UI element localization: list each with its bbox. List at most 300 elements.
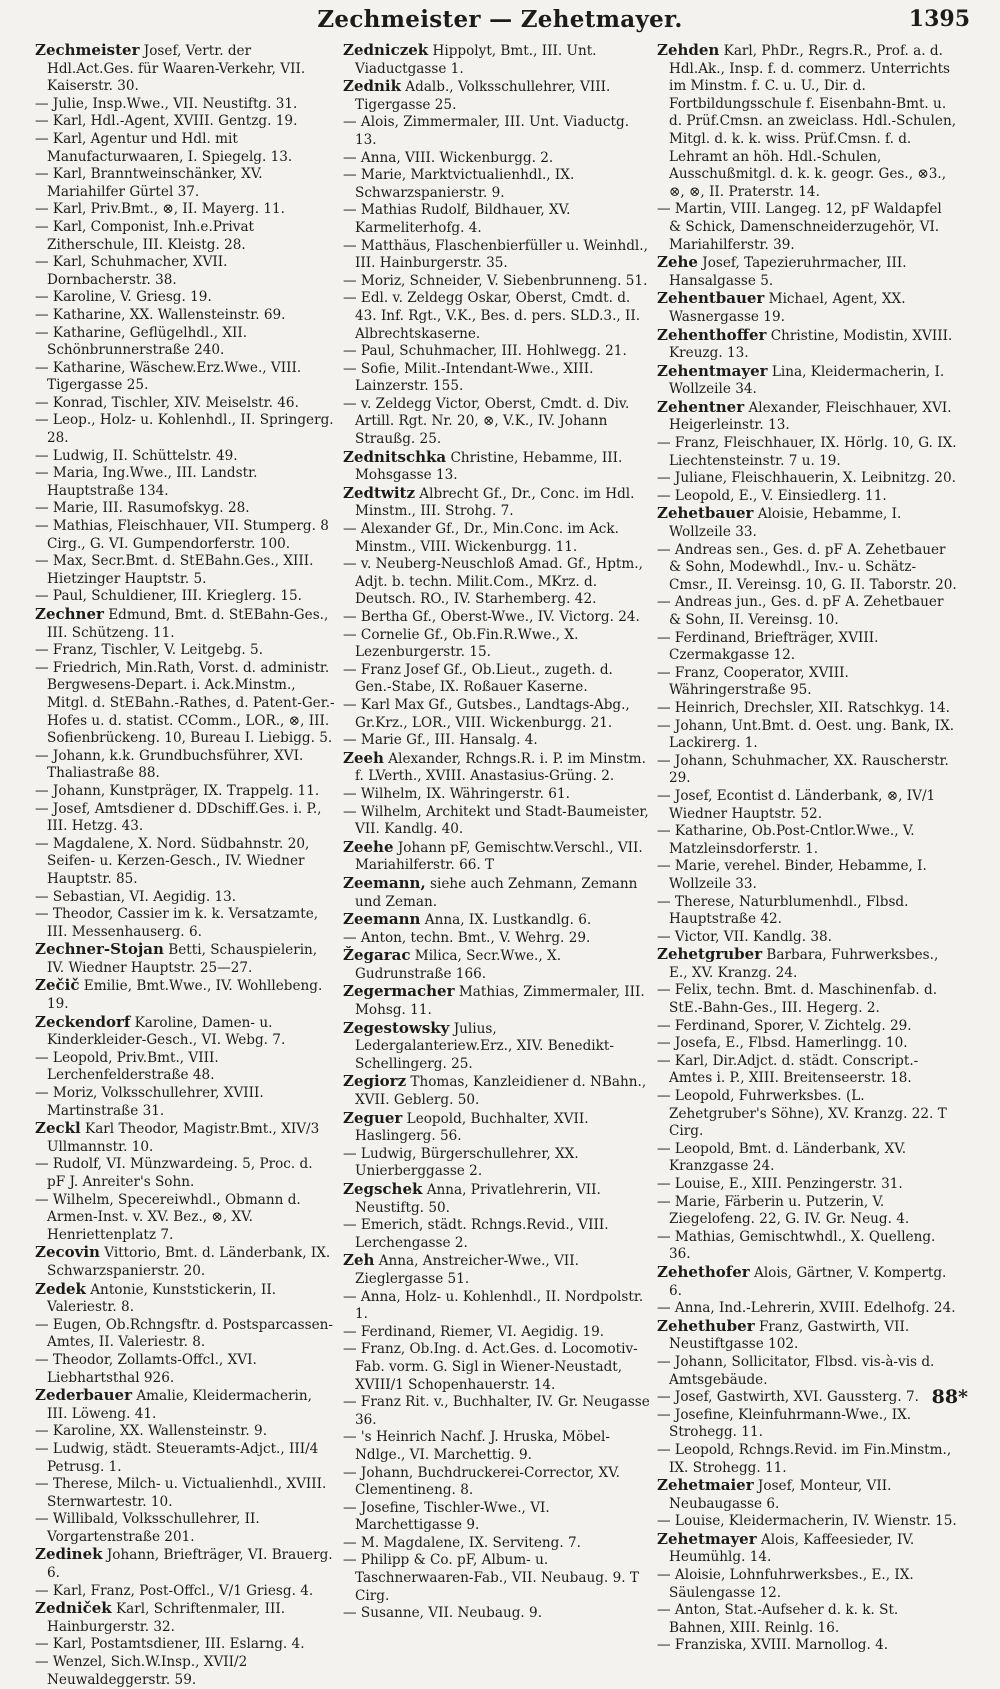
directory-entry xyxy=(35,42,335,96)
page-title: Zechmeister — Zehetmayer. xyxy=(317,6,683,33)
directory-entry xyxy=(35,1636,335,1654)
entry-text: — Friedrich, Min.Rath, Vorst. d. administr. Bergwesens-Depart. i. Ack.Minstm., Mitgl. d. StEBahn.-Rathes, d. Patent-Ger.-Hofes u. d. statist. CComm., LOR., ⊗, III. Sofienbrückeng. 10, Bureau I. Liebigg. 5. xyxy=(35,659,335,747)
entry-text: — Franziska, XVIII. Marnollog. 4. xyxy=(657,1637,889,1654)
entry-text: — Theodor, Cassier im k. k. Versatzamte, III. Messenhauserg. 6. xyxy=(35,906,319,940)
entry-text: — Karl, Branntweinschänker, XV. Mariahilfer Gürtel 37. xyxy=(35,166,263,200)
entry-surname: Zehe xyxy=(657,253,698,272)
entry-text: Antonie, Kunststickerin, II. Valeriestr. 8. xyxy=(47,1281,277,1316)
entry-text: — Franz, Ob.Ing. d. Act.Ges. d. Locomotiv-Fab. vorm. G. Sigl in Wiener-Neustadt, XVIII/1 Schopenhauerstr. 14. xyxy=(343,1341,638,1393)
entry-text: — Franz, Tischler, V. Leitgebg. 5. xyxy=(35,642,264,659)
directory-entry xyxy=(343,1465,653,1500)
directory-entry xyxy=(657,753,957,788)
directory-entry xyxy=(343,947,653,983)
directory-entry xyxy=(657,630,957,665)
directory-entry xyxy=(35,465,335,500)
directory-entry xyxy=(343,930,653,948)
entry-text: — Josef, Econtist d. Länderbank, ⊗, IV/1 Wiedner Hauptstr. 52. xyxy=(657,787,936,822)
directory-entry xyxy=(35,518,335,553)
entry-text: — Marie, Marktvictualienhdl., IX. Schwarzspanierstr. 9. xyxy=(343,167,575,201)
entry-text: — Susanne, VII. Neubaug. 9. xyxy=(343,1605,543,1622)
directory-entry xyxy=(343,1110,653,1146)
entry-text: Albrecht Gf., Dr., Conc. im Hdl. Minstm., III. Strohg. 7. xyxy=(355,485,635,520)
entry-text: — Anton, Stat.-Aufseher d. k. k. St. Bahnen, XIII. Reinlg. 16. xyxy=(657,1602,899,1636)
directory-entry xyxy=(657,1354,957,1389)
directory-entry xyxy=(343,1394,653,1429)
directory-entry xyxy=(343,202,653,237)
entry-text: — Theodor, Zollamts-Offcl., XVI. Liebhartsthal 926. xyxy=(35,1351,257,1386)
directory-entry xyxy=(35,1387,335,1423)
entry-text: — Leopold, Rchngs.Revid. im Fin.Minstm., IX. Strohegg. 11. xyxy=(657,1441,952,1476)
directory-entry xyxy=(657,982,957,1017)
directory-entry xyxy=(657,1088,957,1141)
directory-entry xyxy=(657,894,957,929)
directory-entry xyxy=(35,289,335,307)
directory-entry xyxy=(657,1194,957,1229)
directory-entry xyxy=(343,361,653,396)
directory-entry xyxy=(343,839,653,875)
entry-text: Mathias, Zimmermaler, III. Mohsg. 11. xyxy=(355,984,645,1019)
directory-entry xyxy=(35,977,335,1013)
entry-surname: Zehenthoffer xyxy=(657,325,767,344)
directory-entry xyxy=(35,1511,335,1546)
directory-entry xyxy=(35,395,335,413)
directory-entry xyxy=(343,1324,653,1342)
entry-text: — Felix, techn. Bmt. d. Maschinenfab. d. StE.-Bahn-Ges., III. Hegerg. 2. xyxy=(657,982,938,1017)
entry-text: — Therese, Naturblumenhdl., Flbsd. Hauptstraße 42. xyxy=(657,893,909,928)
directory-entry xyxy=(35,801,335,836)
directory-entry xyxy=(657,1035,957,1053)
directory-entry xyxy=(35,1014,335,1050)
directory-entry xyxy=(35,1476,335,1511)
entry-text: — Leopold, Bmt. d. Länderbank, XV. Kranzgasse 24. xyxy=(657,1140,907,1175)
entry-text: — Katharine, Ob.Post-Cntlor.Wwe., V. Matzleinsdorferstr. 1. xyxy=(657,823,915,857)
entry-surname: Žegarac xyxy=(343,946,411,965)
directory-entry xyxy=(35,131,335,166)
entry-surname: Zedinek xyxy=(35,1545,103,1564)
directory-entry xyxy=(657,1053,957,1088)
directory-entry xyxy=(657,1407,957,1442)
directory-entry xyxy=(657,201,957,254)
entry-text: — Sebastian, VI. Aegidig. 13. xyxy=(35,888,237,905)
entry-text: — Katharine, Wäschew.Erz.Wwe., VIII. Tigergasse 25. xyxy=(35,359,302,394)
entry-surname: Zederbauer xyxy=(35,1386,132,1405)
directory-entry xyxy=(35,588,335,606)
entry-text: Emilie, Bmt.Wwe., IV. Wohllebeng. 19. xyxy=(47,978,323,1013)
entry-surname: Zehden xyxy=(657,41,720,59)
entry-text: Franz, Gastwirth, VII. Neustiftgasse 102. xyxy=(669,1318,910,1353)
directory-entry xyxy=(35,1085,335,1120)
entry-text: — Magdalene, X. Nord. Südbahnstr. 20, Seifen- u. Kerzen-Gesch., IV. Wiedner Hauptstr. 85. xyxy=(35,835,310,887)
entry-text: — Ludwig, Bürgerschullehrer, XX. Unierberggasse 2. xyxy=(343,1145,579,1180)
entry-text: — Ferdinand, Sporer, V. Zichtelg. 29. xyxy=(657,1017,912,1034)
directory-entry xyxy=(35,642,335,660)
entry-text: Amalie, Kleidermacherin, III. Löweng. 41. xyxy=(47,1388,312,1422)
entry-surname: Zečič xyxy=(35,976,80,995)
entry-text: — Victor, VII. Kandlg. 38. xyxy=(657,928,832,945)
entry-text: — Johann, Schuhmacher, XX. Rauscherstr. 29. xyxy=(657,752,949,787)
entry-text: — Josefine, Tischler-Wwe., VI. Marchettigasse 9. xyxy=(343,1499,550,1534)
directory-entry xyxy=(35,836,335,889)
entry-surname: Zehentbauer xyxy=(657,289,765,308)
directory-entry xyxy=(657,929,957,947)
entry-text: — Anna, Holz- u. Kohlenhdl., II. Nordpolstr. 1. xyxy=(343,1288,644,1323)
entry-text: — Franz Rit. v., Buchhalter, IV. Gr. Neugasse 36. xyxy=(343,1394,650,1428)
entry-text: — Karl Max Gf., Gutsbes., Landtags-Abg., Gr.Krz., LOR., VIII. Wickenburgg. 21. xyxy=(343,696,630,731)
entry-surname: Zednik xyxy=(343,77,401,96)
entry-text: — Johann, Kunstpräger, IX. Trappelg. 11. xyxy=(35,782,320,799)
directory-entry xyxy=(35,1546,335,1582)
entry-text: — Ludwig, II. Schüttelstr. 49. xyxy=(35,447,238,464)
entry-surname: Zegiorz xyxy=(343,1072,407,1091)
entry-text: — Wenzel, Sich.W.Insp., XVII/2 Neuwaldeggerstr. 59. xyxy=(35,1654,248,1688)
entry-text: — Johann, Unt.Bmt. d. Oest. ung. Bank, IX. Lackirerg. 1. xyxy=(657,717,955,752)
entry-text: — Konrad, Tischler, XIV. Meiselstr. 46. xyxy=(35,394,299,411)
directory-entry xyxy=(657,1513,957,1531)
entry-surname: Zehetmaier xyxy=(657,1476,754,1495)
directory-entry xyxy=(657,1531,957,1567)
entry-text: Lina, Kleidermacherin, I. Wollzeile 34. xyxy=(669,363,945,398)
page-number: 1395 xyxy=(908,6,970,32)
directory-entry xyxy=(657,1229,957,1264)
directory-entry xyxy=(343,1535,653,1553)
directory-entry xyxy=(657,700,957,718)
entry-text: — Karl, Agentur und Hdl. mit Manufacturwaaren, I. Spiegelg. 13. xyxy=(35,130,293,165)
directory-entry xyxy=(343,1073,653,1109)
directory-entry xyxy=(657,290,957,326)
directory-entry xyxy=(343,662,653,697)
directory-entry xyxy=(657,470,957,488)
column-middle xyxy=(343,42,653,1623)
directory-entry xyxy=(35,1317,335,1352)
entry-text: — Johann, k.k. Grundbuchsführer, XVI. Thaliastraße 88. xyxy=(35,747,304,782)
directory-entry xyxy=(35,448,335,466)
directory-entry xyxy=(657,505,957,541)
entry-text: — Maria, Ing.Wwe., III. Landstr. Hauptstraße 134. xyxy=(35,465,258,499)
entry-surname: Zeguer xyxy=(343,1108,403,1127)
entry-text: — Anna, Ind.-Lehrerin, XVIII. Edelhofg. 24. xyxy=(657,1300,956,1317)
entry-surname: Zeckl xyxy=(35,1119,81,1138)
entry-text: — Wilhelm, Specereiwhdl., Obmann d. Armen-Inst. v. XV. Bez., ⊗, XV. Henriettenplatz 7. xyxy=(35,1191,301,1243)
entry-text: — Johann, Buchdruckerei-Corrector, XV. Clementineng. 8. xyxy=(343,1464,620,1499)
entry-text: — Mathias Rudolf, Bildhauer, XV. Karmeliterhofg. 4. xyxy=(343,202,571,236)
directory-entry xyxy=(343,1552,653,1605)
directory-entry xyxy=(657,594,957,629)
directory-entry xyxy=(343,697,653,732)
entry-text: Karoline, Damen- u. Kinderkleider-Gesch., VI. Webg. 7. xyxy=(47,1014,286,1049)
entry-text: — Karl, Dir.Adjct. d. städt. Conscript.-Amtes i. P., XIII. Breitenseerstr. 18. xyxy=(657,1052,919,1087)
entry-text: Anna, Anstreicher-Wwe., VII. Zieglergasse 51. xyxy=(355,1253,579,1287)
entry-text: Aloisie, Hebamme, I. Wollzeile 33. xyxy=(669,506,902,541)
directory-entry xyxy=(35,941,335,977)
directory-entry xyxy=(657,718,957,753)
entry-text: — Louise, Kleidermacherin, IV. Wienstr. 15. xyxy=(657,1513,957,1530)
directory-entry xyxy=(35,96,335,114)
directory-entry xyxy=(343,750,653,786)
entry-text: — Aloisie, Lohnfuhrwerksbes., E., IX. Säulengasse 12. xyxy=(657,1567,914,1601)
entry-text: — Cornelie Gf., Ob.Fin.R.Wwe., X. Lezenburgerstr. 15. xyxy=(343,626,579,661)
entry-text: — Andreas jun., Ges. d. pF A. Zehetbauer & Sohn, II. Vereinsg. 10. xyxy=(657,594,944,628)
directory-entry xyxy=(35,748,335,783)
entry-text: — Sofie, Milit.-Intendant-Wwe., XIII. Lainzerstr. 155. xyxy=(343,360,594,395)
entry-text: — Marie, III. Rasumofskyg. 28. xyxy=(35,500,250,517)
directory-entry xyxy=(35,219,335,254)
directory-entry xyxy=(343,1341,653,1394)
entry-text: — Josef, Gastwirth, XVI. Gaussterg. 7. xyxy=(657,1389,919,1406)
directory-entry xyxy=(343,786,653,804)
entry-text: — Franz, Cooperator, XVIII. Währingerstraße 95. xyxy=(657,664,849,699)
entry-text: — Louise, E., XIII. Penzingerstr. 31. xyxy=(657,1176,903,1192)
entry-surname: Zedniczek xyxy=(343,41,429,59)
entry-surname: Zechner-Stojan xyxy=(35,940,164,959)
directory-entry xyxy=(657,1567,957,1602)
directory-entry xyxy=(343,911,653,930)
directory-entry xyxy=(343,238,653,273)
directory-entry xyxy=(657,399,957,435)
directory-entry xyxy=(35,889,335,907)
directory-entry xyxy=(35,360,335,395)
entry-text: Anna, IX. Lustkandlg. 6. xyxy=(420,912,592,929)
entry-text: — Heinrich, Drechsler, XII. Ratschkyg. 14. xyxy=(657,699,950,716)
directory-entry xyxy=(35,1120,335,1156)
entry-text: — Katharine, Geflügelhdl., XII. Schönbrunnerstraße 240. xyxy=(35,324,248,359)
entry-text: — Juliane, Fleischhauerin, X. Leibnitzg. 20. xyxy=(657,470,956,487)
entry-surname: Zehentner xyxy=(657,397,745,416)
directory-entry xyxy=(657,858,957,893)
directory-entry xyxy=(343,1289,653,1324)
entry-text: Betti, Schauspielerin, IV. Wiedner Hauptstr. 25—27. xyxy=(47,942,318,976)
directory-entry xyxy=(343,1020,653,1074)
entry-text: Josef, Monteur, VII. Neubaugasse 6. xyxy=(669,1478,892,1512)
entry-surname: Zeemann, xyxy=(343,873,426,892)
entry-surname: Zehetgruber xyxy=(657,945,763,964)
entry-text: — Eugen, Ob.Rchngsftr. d. Postsparcassen-Amtes, II. Valeriestr. 8. xyxy=(35,1316,333,1351)
entry-text: — Leopold, E., V. Einsiedlerg. 11. xyxy=(657,487,887,504)
directory-entry xyxy=(657,1602,957,1637)
directory-entry xyxy=(343,1252,653,1288)
entry-surname: Zegschek xyxy=(343,1180,423,1198)
entry-text: Adalb., Volksschullehrer, VIII. Tigergasse 25. xyxy=(355,79,611,113)
entry-text: — Marie, Färberin u. Putzerin, V. Ziegelofeng. 22, G. IV. Gr. Neug. 4. xyxy=(657,1193,910,1228)
directory-entry xyxy=(657,1018,957,1036)
directory-entry xyxy=(343,1500,653,1535)
directory-entry xyxy=(343,521,653,556)
entry-surname: Zedtwitz xyxy=(343,483,415,502)
entry-text: Alexander, Fleischhauer, XVI. Heigerleinstr. 13. xyxy=(669,399,952,434)
entry-text: — Karl, Schuhmacher, XVII. Dornbacherstr. 38. xyxy=(35,254,228,288)
directory-entry xyxy=(343,1146,653,1181)
entry-text: — Mathias, Gemischtwhdl., X. Quelleng. 36. xyxy=(657,1228,936,1263)
entry-text: — Josef, Amtsdiener d. DDschiff.Ges. i. P., III. Hetzg. 43. xyxy=(35,800,322,835)
entry-text: — Josefine, Kleinfuhrmann-Wwe., IX. Strohegg. 11. xyxy=(657,1406,912,1441)
entry-text: Thomas, Kanzleidiener d. NBahn., XVII. Geblerg. 50. xyxy=(355,1074,647,1109)
entry-text: — Bertha Gf., Oberst-Wwe., IV. Victorg. 24. xyxy=(343,609,640,625)
entry-text: — Julie, Insp.Wwe., VII. Neustiftg. 31. xyxy=(35,95,298,112)
entry-text: — Alexander Gf., Dr., Min.Conc. im Ack. Minstm., VIII. Wickenburgg. 11. xyxy=(343,521,619,555)
entry-text: — Anton, techn. Bmt., V. Wehrg. 29. xyxy=(343,929,591,946)
entry-text: — Karl, Postamtsdiener, III. Eslarng. 4. xyxy=(35,1636,305,1653)
directory-entry xyxy=(343,732,653,750)
directory-entry xyxy=(343,167,653,202)
directory-entry xyxy=(35,1600,335,1636)
directory-entry xyxy=(657,1176,957,1194)
entry-text: Alois, Gärtner, V. Kompertg. 6. xyxy=(669,1264,947,1299)
entry-text: Karl Theodor, Magistr.Bmt., XIV/3 Ullmannstr. 10. xyxy=(47,1121,320,1155)
entry-text: — Moriz, Schneider, V. Siebenbrunneng. 51. xyxy=(343,272,648,289)
directory-entry xyxy=(657,254,957,290)
entry-text: — Karl, Franz, Post-Offcl., V/1 Griesg. 4. xyxy=(35,1582,314,1599)
directory-entry xyxy=(343,273,653,291)
directory-entry xyxy=(35,1423,335,1441)
entry-text: Anna, Privatlehrerin, VII. Neustiftg. 50. xyxy=(355,1182,601,1216)
entry-text: — 's Heinrich Nachf. J. Hruska, Möbel-Ndlge., VI. Marchettig. 9. xyxy=(343,1429,610,1463)
entry-text: Josef, Tapezieruhrmacher, III. Hansalgasse 5. xyxy=(669,255,907,289)
directory-entry xyxy=(35,307,335,325)
directory-entry xyxy=(343,396,653,449)
signature-mark: 88* xyxy=(931,1386,968,1408)
entry-text: — Karoline, V. Griesg. 19. xyxy=(35,289,212,306)
directory-entry xyxy=(35,412,335,447)
directory-entry xyxy=(35,1352,335,1387)
entry-text: — Paul, Schuhmacher, III. Hohlwegg. 21. xyxy=(343,343,627,360)
directory-entry xyxy=(657,1477,957,1513)
entry-text: — Leopold, Priv.Bmt., VIII. Lerchenfelderstraße 48. xyxy=(35,1049,219,1084)
directory-entry xyxy=(657,363,957,399)
directory-entry xyxy=(657,488,957,506)
column-right xyxy=(657,42,957,1655)
directory-entry xyxy=(343,556,653,609)
directory-entry xyxy=(657,1318,957,1354)
directory-entry xyxy=(657,665,957,700)
entry-surname: Zechner xyxy=(35,605,104,623)
directory-entry xyxy=(343,343,653,361)
directory-entry xyxy=(343,1181,653,1217)
entry-text: — Martin, VIII. Langeg. 12, pF Waldapfel & Schick, Damenschneiderzugehör, VI. Mariahilferstr. 39. xyxy=(657,201,942,253)
entry-surname: Zechmeister xyxy=(35,41,140,59)
directory-entry xyxy=(35,1281,335,1317)
directory-entry xyxy=(35,1654,335,1689)
entry-text: — Karl, Hdl.-Agent, XVIII. Gentzg. 19. xyxy=(35,113,298,130)
directory-entry xyxy=(343,290,653,343)
directory-entry xyxy=(657,1637,957,1655)
directory-entry xyxy=(657,946,957,982)
directory-entry xyxy=(35,553,335,588)
directory-entry xyxy=(35,500,335,518)
directory-entry xyxy=(35,1441,335,1476)
directory-entry xyxy=(343,1429,653,1464)
directory-entry xyxy=(657,542,957,595)
entry-text: Leopold, Buchhalter, XVII. Haslingerg. 56. xyxy=(355,1110,589,1145)
entry-text: Vittorio, Bmt. d. Länderbank, IX. Schwarzspanierstr. 20. xyxy=(47,1245,331,1279)
directory-entry xyxy=(343,627,653,662)
entry-text: Alois, Kaffeesieder, IV. Heumühlg. 14. xyxy=(669,1531,915,1566)
entry-surname: Zednitschka xyxy=(343,447,447,466)
entry-surname: Zecovin xyxy=(35,1243,100,1262)
entry-text: Johann pF, Gemischtw.Verschl., VII. Mariahilferstr. 66. T xyxy=(355,839,643,874)
directory-entry xyxy=(35,1244,335,1280)
entry-text: Michael, Agent, XX. Wasnergasse 19. xyxy=(669,291,906,325)
entry-text: Josef, Vertr. der Hdl.Act.Ges. für Waaren-Verkehr, VII. Kaiserstr. 30. xyxy=(47,43,306,95)
entry-text: — Josefa, E., Flbsd. Hamerlingg. 10. xyxy=(657,1035,908,1052)
directory-entry xyxy=(35,906,335,941)
entry-text: — Karoline, XX. Wallensteinstr. 9. xyxy=(35,1423,268,1440)
entry-text: — Alois, Zimmermaler, III. Unt. Viaductg. 13. xyxy=(343,114,630,148)
directory-entry xyxy=(343,42,653,78)
entry-text: — Wilhelm, IX. Währingerstr. 61. xyxy=(343,785,570,802)
entry-text: — Leop., Holz- u. Kohlenhdl., II. Springerg. 28. xyxy=(35,412,334,447)
directory-entry xyxy=(343,449,653,485)
entry-text: — Marie Gf., III. Hansalg. 4. xyxy=(343,732,538,749)
entry-text: siehe auch Zehmann, Zemann und Zeman. xyxy=(355,875,638,910)
directory-entry xyxy=(35,325,335,360)
entry-text: — Willibald, Volksschullehrer, II. Vorgartenstraße 201. xyxy=(35,1511,260,1545)
entry-surname: Zehetbauer xyxy=(657,504,754,523)
entry-text: — Max, Secr.Bmt. d. StEBahn.Ges., XIII. Hietzinger Hauptstr. 5. xyxy=(35,553,314,587)
entry-text: — M. Magdalene, IX. Serviteng. 7. xyxy=(343,1534,581,1551)
page-header xyxy=(0,4,1000,40)
entry-text: — Andreas sen., Ges. d. pF A. Zehetbauer & Sohn, Modewhdl., Inv.- u. Schätz-Cmsr., II. Vereinsg. 10, G. II. Taborstr. 20. xyxy=(657,541,957,593)
entry-surname: Zeemann xyxy=(343,910,421,929)
entry-text: — Emerich, städt. Rchngs.Revid., VIII. Lerchengasse 2. xyxy=(343,1217,609,1251)
entry-text: Karl, PhDr., Regrs.R., Prof. a. d. Hdl.Ak., Insp. f. d. commerz. Unterrichts im Minstm. f. C. u. U., Dir. d. Fortbildungsschule f. Eisenbahn-Bmt. u. d. Prüf.Cmsn. an zweiclass. Hdl.-Schulen, Mitgl. d. k. k. wiss. Prüf.Cmsn. f. d. Lehramt an höh. Hdl.-Schulen, Ausschußmitgl. d. k. k. geogr. Ges., ⊗3., ⊗, ⊗, II. Praterstr. 14. xyxy=(669,43,957,200)
entry-surname: Zegermacher xyxy=(343,982,455,1001)
entry-surname: Zehentmayer xyxy=(657,361,768,380)
directory-entry xyxy=(657,42,957,201)
entry-text: Karl, Schriftenmaler, III. Hainburgerstr. 32. xyxy=(47,1601,286,1635)
directory-entry xyxy=(657,1141,957,1176)
directory-entry xyxy=(35,166,335,201)
entry-text: — Katharine, XX. Wallensteinstr. 69. xyxy=(35,306,286,323)
entry-surname: Zedek xyxy=(35,1279,86,1298)
directory-entry xyxy=(657,1442,957,1477)
entry-text: — Leopold, Fuhrwerksbes. (L. Zehetgruber's Söhne), XV. Kranzg. 22. T Cirg. xyxy=(657,1088,947,1140)
entry-text: — Wilhelm, Architekt und Stadt-Baumeister, VII. Kandlg. 40. xyxy=(343,803,649,838)
directory-entry xyxy=(35,1192,335,1245)
entry-surname: Zeh xyxy=(343,1251,375,1270)
entry-surname: Zeehe xyxy=(343,837,394,856)
entry-surname: Zeckendorf xyxy=(35,1012,131,1031)
entry-text: Christine, Modistin, XVIII. Kreuzg. 13. xyxy=(669,327,953,362)
entry-text: — Franz Josef Gf., Ob.Lieut., zugeth. d. Gen.-Stabe, IX. Roßauer Kaserne. xyxy=(343,661,613,696)
entry-text: — Ludwig, städt. Steueramts-Adjct., III/4 Petrusg. 1. xyxy=(35,1440,319,1475)
directory-entry xyxy=(35,201,335,219)
entry-text: Alexander, Rchngs.R. i. P. im Minstm. f. LVerth., XVIII. Anastasius-Grüng. 2. xyxy=(355,750,646,785)
entry-text: — Marie, verehel. Binder, Hebamme, I. Wollzeile 33. xyxy=(657,858,927,892)
entry-text: Hippolyt, Bmt., III. Unt. Viaductgasse 1. xyxy=(355,43,597,77)
entry-text: — Philipp & Co. pF, Album- u. Taschnerwaaren-Fab., VII. Neubaug. 9. T Cirg. xyxy=(343,1552,639,1604)
directory-entry xyxy=(35,1050,335,1085)
directory-entry xyxy=(343,804,653,839)
directory-entry xyxy=(35,1583,335,1601)
entry-text: — Franz, Fleischhauer, IX. Hörlg. 10, G. IX. Liechtensteinstr. 7 u. 19. xyxy=(657,435,957,469)
entry-text: — v. Zeldegg Victor, Oberst, Cmdt. d. Div. Artill. Rgt. Nr. 20, ⊗, V.K., IV. Johann Straußg. 25. xyxy=(343,395,630,448)
entry-text: — Johann, Sollicitator, Flbsd. vis-à-vis d. Amtsgebäude. xyxy=(657,1353,935,1388)
entry-surname: Zedniček xyxy=(35,1599,112,1618)
directory-entry xyxy=(343,983,653,1019)
entry-text: Johann, Briefträger, VI. Brauerg. 6. xyxy=(47,1547,333,1582)
entry-surname: Zehethofer xyxy=(657,1262,750,1281)
entry-surname: Zehethuber xyxy=(657,1316,755,1335)
entry-text: — Ferdinand, Briefträger, XVIII. Czermakgasse 12. xyxy=(657,629,879,664)
entry-surname: Zehetmayer xyxy=(657,1529,757,1548)
directory-entry xyxy=(343,1605,653,1623)
directory-entry xyxy=(35,254,335,289)
entry-text: — Therese, Milch- u. Victualienhdl., XVIII. Sternwartestr. 10. xyxy=(35,1476,327,1510)
directory-entry xyxy=(343,1217,653,1252)
entry-text: — Ferdinand, Riemer, VI. Aegidig. 19. xyxy=(343,1323,605,1340)
entry-surname: Zeeh xyxy=(343,748,384,767)
entry-text: — Mathias, Fleischhauer, VII. Stumperg. 8 Cirg., G. VI. Gumpendorferstr. 100. xyxy=(35,518,329,552)
directory-entry xyxy=(657,435,957,470)
